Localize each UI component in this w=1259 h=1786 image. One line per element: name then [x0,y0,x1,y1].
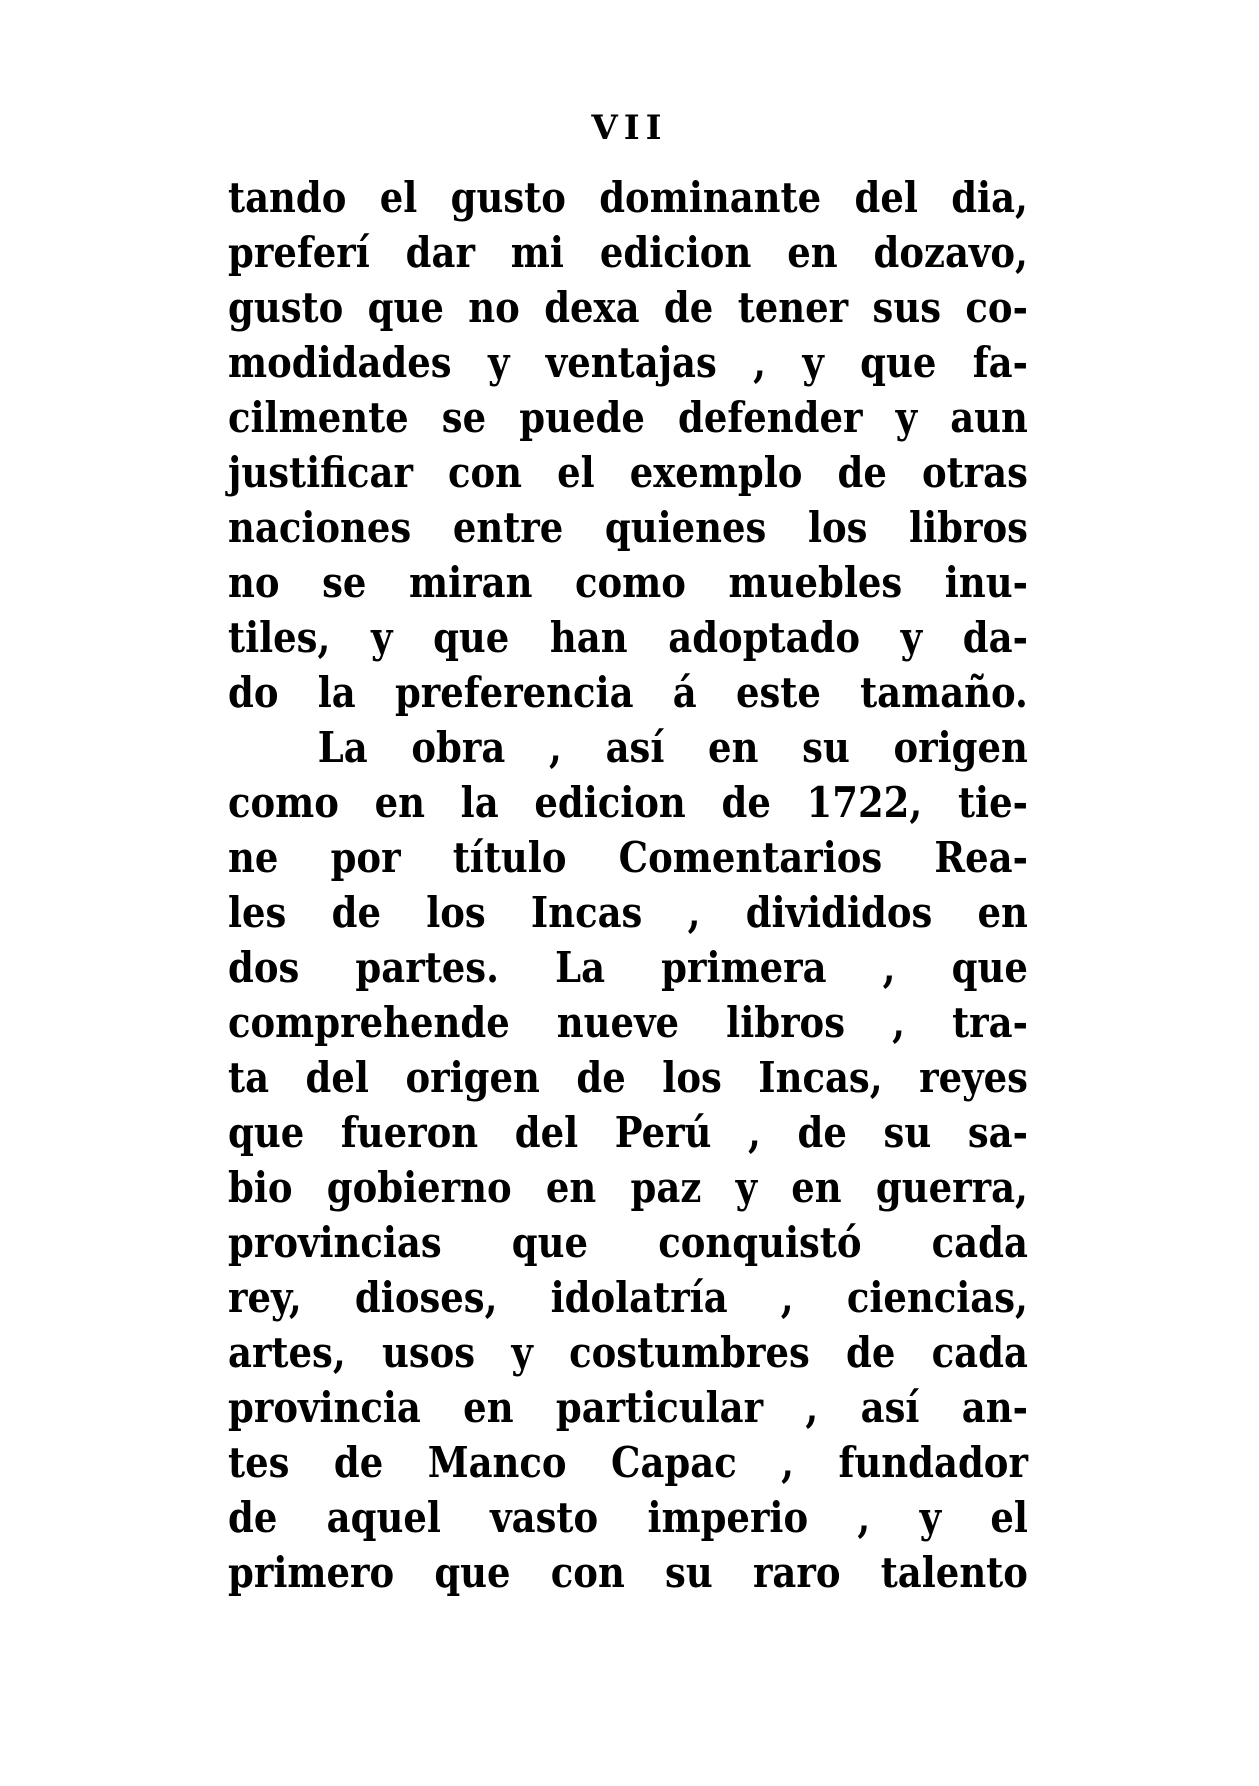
text-line: que fueron del Perú , de su sa- [228,1108,1028,1157]
page-number: VII [591,108,668,148]
text-line: comprehende nueve libros , tra- [228,998,1028,1047]
text-line: ne por título Comentarios Rea- [228,833,1028,882]
text-line: do la preferencia á este tamaño. [228,668,1028,717]
text-line: dos partes. La primera , que [228,943,1028,992]
text-line: tando el gusto dominante del dia, [228,173,1028,222]
text-line: modidades y ventajas , y que fa- [228,338,1028,387]
text-line: provincia en particular , así an- [228,1383,1028,1432]
text-line: como en la edicion de 1722, tie- [228,778,1028,827]
text-line: de aquel vasto imperio , y el [228,1493,1028,1542]
text-line: primero que con su raro talento [228,1548,1028,1597]
text-line: tes de Manco Capac , fundador [228,1438,1028,1487]
text-line: artes, usos y costumbres de cada [228,1328,1028,1377]
text-line: naciones entre quienes los libros [228,503,1028,552]
text-line: tiles, y que han adoptado y da- [228,613,1028,662]
text-line: les de los Incas , divididos en [228,888,1028,937]
body-text [228,170,1028,1600]
text-line: bio gobierno en paz y en guerra, [228,1163,1028,1212]
text-line: rey, dioses, idolatría , ciencias, [228,1273,1028,1322]
text-line: cilmente se puede defender y aun [228,393,1028,442]
text-line: no se miran como muebles inu- [228,558,1028,607]
text-line: provincias que conquistó cada [228,1218,1028,1267]
text-line: ta del origen de los Incas, reyes [228,1053,1028,1102]
text-line: justificar con el exemplo de otras [228,448,1028,497]
text-line: gusto que no dexa de tener sus co- [228,283,1028,332]
text-line: preferí dar mi edicion en dozavo, [228,228,1028,277]
paragraph-start-line: La obra , así en su origen [317,723,1028,772]
